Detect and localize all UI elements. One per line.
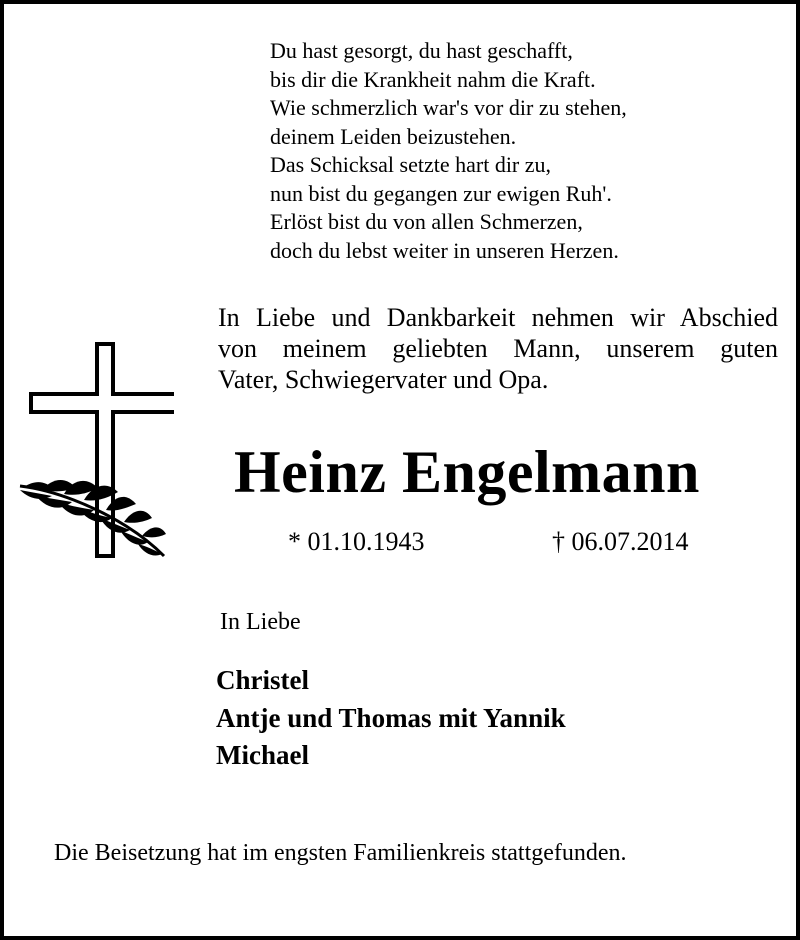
- poem-line: bis dir die Krankheit nahm die Kraft.: [270, 66, 596, 92]
- mourner-name: Christel: [216, 665, 309, 695]
- poem-line: Das Schicksal setzte hart dir zu,: [270, 152, 552, 177]
- memorial-poem: [270, 37, 627, 265]
- poem-line: doch du lebst weiter in unseren Herzen.: [270, 237, 619, 263]
- death-date: † 06.07.2014: [552, 527, 689, 556]
- poem-line: nun bist du gegangen zur ewigen Ruh'.: [270, 180, 612, 206]
- poem-line: Erlöst bist du von allen Schmerzen,: [270, 209, 583, 234]
- poem-line: deinem Leiden beizustehen.: [270, 123, 517, 149]
- intro-line: In Liebe und Dankbarkeit nehmen wir Abschied: [218, 303, 778, 332]
- mourner-name: Antje und Thomas mit Yannik: [216, 702, 566, 733]
- poem-line: Du hast gesorgt, du hast geschafft,: [270, 38, 573, 63]
- intro-line: Vater, Schwiegervater und Opa.: [218, 365, 549, 394]
- deceased-name: Heinz Engelmann: [234, 439, 700, 505]
- intro-line: von meinem geliebten Mann, unserem guten: [218, 334, 778, 363]
- mourners-list: [216, 662, 566, 775]
- cross-with-palm-branch-icon: [14, 340, 174, 564]
- poem-line: Wie schmerzlich war's vor dir zu stehen,: [270, 95, 627, 120]
- mourner-name: Michael: [216, 740, 309, 770]
- birth-date: * 01.10.1943: [288, 527, 425, 556]
- burial-note: Die Beisetzung hat im engsten Familienkreis stattgefunden.: [54, 840, 627, 866]
- farewell-intro: [218, 302, 778, 395]
- mourners-heading: In Liebe: [220, 609, 301, 635]
